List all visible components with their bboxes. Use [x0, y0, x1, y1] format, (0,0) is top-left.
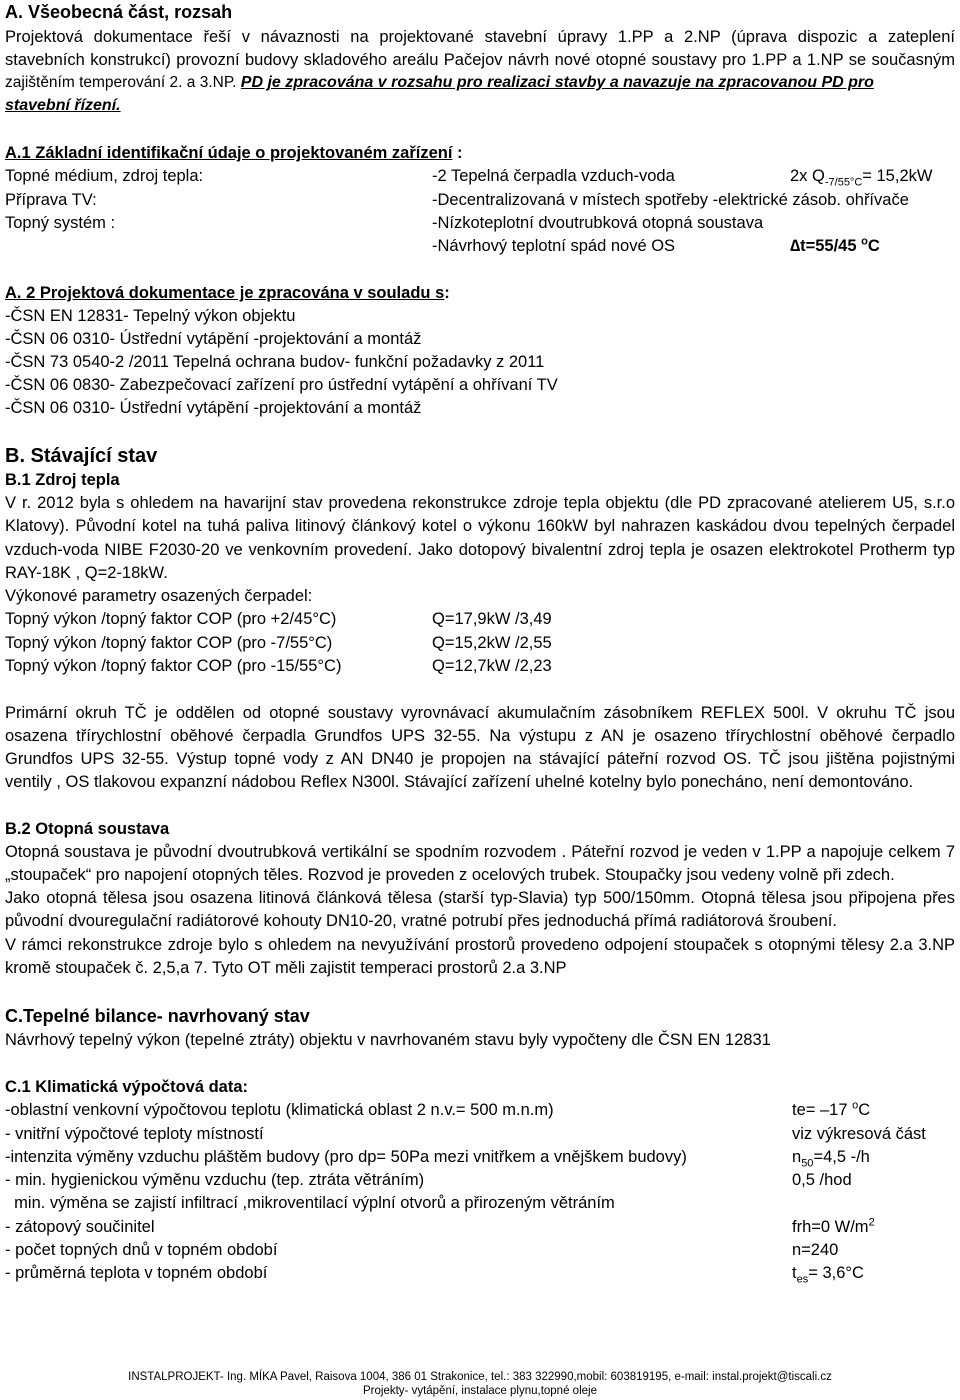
b1-paragraph2-line-3: Grundfos UPS 32-55. Výstup topné vody z AN DN40 je propojen na stávající páteřní rozvod OS. TČ jsou jištěna pojistnými	[5, 750, 955, 768]
a2-item-3: -ČSN 73 0540-2 /2011 Tepelná ochrana budov- funkční požadavky z 2011	[5, 353, 545, 371]
b1-paragraph-line-2: Klatovy). Původní kotel na tuhá paliva litinový článkový kotel o výkonu 160kW byl nahrazen kaskádou dvou tepelných čerpadel	[5, 517, 955, 535]
a1-heading-line	[5, 143, 463, 163]
b1-param-1-value: Q=17,9kW /3,49	[432, 610, 552, 628]
footer-tagline: Projekty- vytápění, instalace plynu,topné oleje	[363, 1385, 597, 1397]
section-c-heading: C.Tepelné bilance- navrhovaný stav	[5, 1006, 310, 1026]
a1-row-4-value: -Návrhový teplotní spád nové OS	[432, 237, 676, 255]
c1-row-1-label: -oblastní venkovní výpočtovou teplotu (klimatická oblast 2 n.v.= 500 m.n.m)	[5, 1101, 554, 1119]
b1-param-2-value: Q=15,2kW /2,55	[432, 634, 552, 652]
c1-heading-suffix: :	[242, 1078, 249, 1096]
a1-heading: A.1 Základní identifikační údaje o projektovaném zařízení	[5, 144, 453, 162]
c1-row-7-label: - počet topných dnů v topném období	[5, 1241, 278, 1259]
a2-heading-suffix: :	[444, 284, 450, 302]
b2-line-6: kromě stoupaček č. 2,5,a 7. Tyto OT měli zajistit temperaci prostorů 2.a 3.NP	[5, 959, 567, 977]
a2-item-2: -ČSN 06 0310- Ústřední vytápění -projektování a montáž	[5, 330, 422, 348]
a2-heading-line	[5, 283, 450, 303]
a2-item-4: -ČSN 06 0830- Zabezpečovací zařízení pro ústřední vytápění a ohřívaní TV	[5, 376, 558, 394]
a1-row-3-label: Topný systém :	[5, 214, 116, 232]
c1-row-4-value: 0,5 /hod	[792, 1171, 852, 1189]
section-a-intro-line-2: stavebních konstrukcí) provozní budovy skladového areálu Pačejov návrh nové otopné soustavy pro 1.PP a 1.NP se současným	[5, 51, 955, 69]
c1-row-8-label: - průměrná teplota v topném období	[5, 1264, 268, 1282]
c1-row-3-label: -intenzita výměny vzduchu pláštěm budovy (pro dp= 50Pa mezi vnitřkem a vnějškem budovy)	[5, 1148, 687, 1166]
c1-row-2-value: viz výkresová část	[792, 1125, 926, 1143]
b1-param-1-label: Topný výkon /topný faktor COP (pro +2/45°C)	[5, 610, 337, 628]
section-a-intro-text: zajištěním temperování 2. a 3.NP.	[5, 74, 237, 91]
b1-paragraph2-line-1: Primární okruh TČ je oddělen od otopné soustavy vyrovnávací akumulačním zásobníkem REFLEX 500l. V okruhu TČ jsou	[5, 704, 955, 722]
c1-row-8-value: $t_{es}= 3,6^\circ C$	[792, 1264, 864, 1286]
c1-row-1-value: te= –17 $^o$C	[792, 1099, 871, 1119]
section-a-intro-line-1: Projektová dokumentace řeší v návaznosti na projektované stavební úpravy 1.PP a 2.NP (úprava dispozic a zateplení	[5, 28, 955, 46]
b1-paragraph-line-3: vzduch-voda NIBE F2030-20 ve venkovním provedení. Jako dotopový bivalentní zdroj tepla je osazen elektrokotel Protherm typ	[5, 541, 955, 559]
a1-row-3-value: -Nízkoteplotní dvoutrubková otopná soustava	[432, 214, 764, 232]
footer-contact: INSTALPROJEKT- Ing. MÍKA Pavel, Raisova 1004, 386 01 Strakonice, tel.: 383 322990,mobil: 603819195, e-mail: instal.projekt@tiscali.cz	[128, 1371, 832, 1383]
c1-row-5-label: min. výměna se zajistí infiltrací ,mikroventilací výplní otvorů a přirozeným větráním	[5, 1194, 615, 1212]
b1-paragraph2-line-2: osazena třírychlostní oběhové čerpadla Grundfos UPS 32-55. Na výstupu z AN je osazeno třírychlostní oběhové čerpadlo	[5, 727, 955, 745]
b2-line-2: „stoupaček“ pro napojení otopných těles. Rozvod je proveden z ocelových trubek. Stoupačky jsou vedeny volně při zdech.	[5, 866, 895, 884]
c1-row-3-value: $n_{50}=4,5$ -/h	[792, 1148, 870, 1170]
c1-row-7-value: n=240	[792, 1241, 839, 1259]
a1-row-1-value: -2 Tepelná čerpadla vzduch-voda	[432, 167, 675, 185]
b1-paragraph-line-4: RAY-18K , Q=2-18kW.	[5, 564, 168, 582]
b2-line-4: původní dvouregulační radiátorové kohouty DN10-20, vratné potrubí přes jednoduchá přímá radiátorová šroubení.	[5, 912, 837, 930]
b1-paragraph-line-1: V r. 2012 byla s ohledem na havarijní stav provedena rekonstrukce zdroje tepla objektu (dle PD zpracované atelierem U5, s.r.o	[5, 494, 955, 512]
a1-row-1-extra: 2x $Q_{-7/55^\circ C}= 15,2kW$	[790, 167, 933, 189]
section-a-emphasis-cont: stavební řízení.	[5, 97, 121, 114]
b1-param-3-label: Topný výkon /topný faktor COP (pro -15/55°C)	[5, 657, 342, 675]
c1-row-6-label: - zátopový součinitel	[5, 1218, 155, 1236]
c1-row-4-label: - min. hygienickou výměnu vzduchu (tep. ztráta větráním)	[5, 1171, 425, 1189]
a2-heading: A. 2 Projektová dokumentace je zpracována v souladu s	[5, 284, 445, 302]
b2-heading: B.2 Otopná soustava	[5, 820, 170, 838]
a1-heading-suffix: :	[452, 144, 463, 162]
c1-row-6-value: frh=0 $W/m^2$	[792, 1216, 875, 1236]
b1-param-2-label: Topný výkon /topný faktor COP (pro -7/55°C)	[5, 634, 333, 652]
a1-row-1-label: Topné médium, zdroj tepla:	[5, 167, 204, 185]
a2-item-5: -ČSN 06 0310- Ústřední vytápění -projektování a montáž	[5, 399, 422, 417]
section-a-heading: A. Všeobecná část, rozsah	[5, 2, 233, 22]
a1-row-2-label: Příprava TV:	[5, 191, 97, 209]
b1-heading: B.1 Zdroj tepla	[5, 471, 120, 489]
section-c-intro: Návrhový tepelný výkon (tepelné ztráty) objektu v navrhovaném stavu byly vypočteny dle ČSN EN 12831	[5, 1031, 771, 1049]
b1-param-3-value: Q=12,7kW /2,23	[432, 657, 552, 675]
b1-paragraph2-line-4: ventily , OS tlakovou expanzní nádobou Reflex N300l. Stávající zařízení uhelné kotelny bylo ponecháno, není demontováno.	[5, 773, 914, 791]
b1-params-title: Výkonové parametry osazených čerpadel:	[5, 587, 313, 605]
a1-row-2-value: -Decentralizovaná v místech spotřeby -elektrické zásob. ohřívače	[432, 191, 909, 209]
b2-line-5: V rámci rekonstrukce zdroje bylo s ohledem na nevyužívání prostorů provedeno odpojení stoupaček s otopnými tělesy 2.a 3.NP	[5, 936, 955, 954]
a2-item-1: -ČSN EN 12831- Tepelný výkon objektu	[5, 307, 296, 325]
section-b-heading: B. Stávající stav	[5, 445, 158, 467]
section-a-emphasis: PD je zpracována v rozsahu pro realizaci stavby a navazuje na zpracovanou PD pro	[240, 74, 874, 91]
b2-line-3: Jako otopná tělesa jsou osazena litinová článková tělesa (starší typ-Slavia) typ 500/150mm. Otopná tělesa jsou připojena přes	[5, 889, 955, 907]
c1-heading: C.1 Klimatická výpočtová data	[5, 1078, 243, 1096]
b2-line-1: Otopná soustava je původní dvoutrubková vertikální se spodním rozvodem . Páteřní rozvod je veden v 1.PP a napojuje celkem 7	[5, 843, 955, 861]
c1-row-2-label: - vnitřní výpočtové teploty místností	[5, 1125, 264, 1143]
section-a-intro-line-3	[5, 73, 874, 93]
c1-heading-line	[5, 1077, 248, 1097]
a1-row-4-extra: ∆t=55/45 $^o$C	[790, 235, 880, 255]
